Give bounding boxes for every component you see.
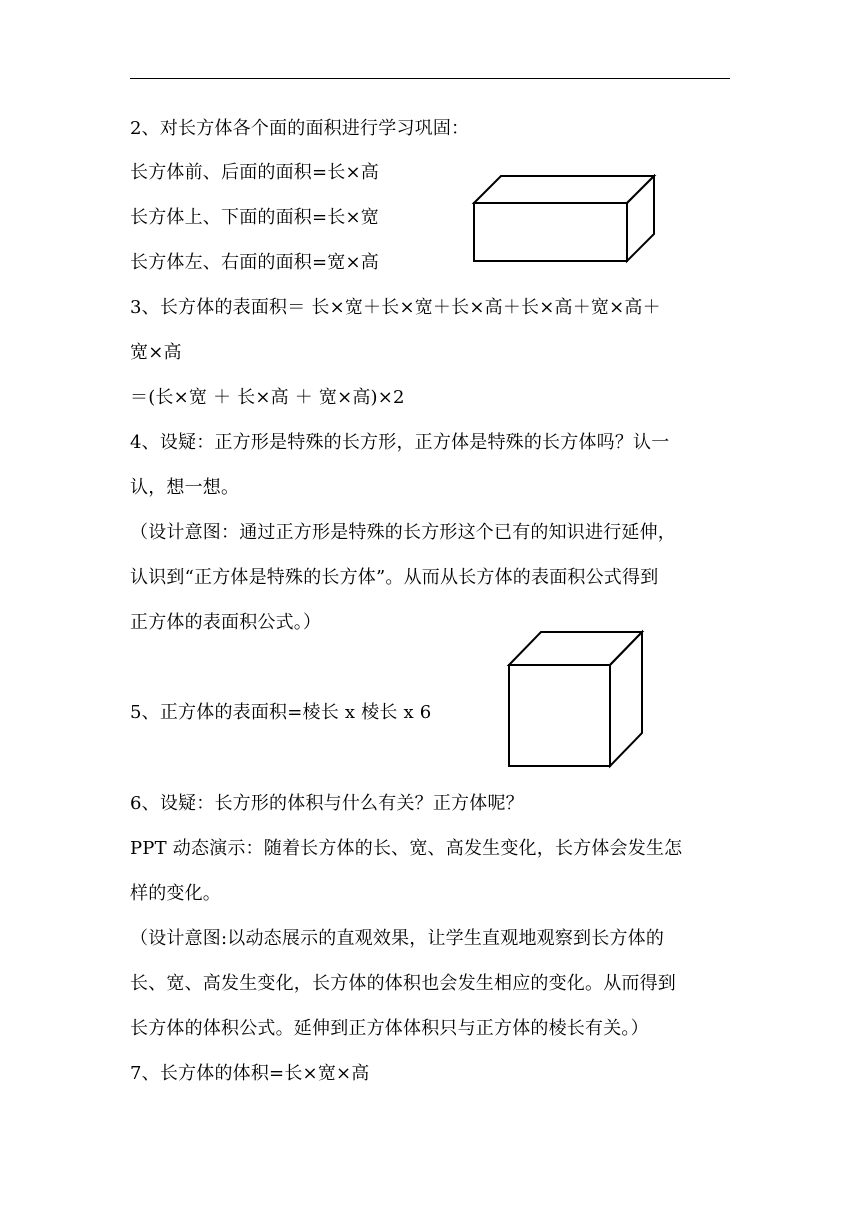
text-line: 长、宽、高发生变化，长方体的体积也会发生相应的变化。从而得到 bbox=[130, 973, 676, 994]
text-line: 长方体前、后面的面积=长×高 bbox=[130, 162, 379, 183]
text-line: 正方体的表面积公式。） bbox=[130, 612, 322, 633]
text-line: 长方体的体积公式。延伸到正方体体积只与正方体的棱长有关。） bbox=[130, 1018, 649, 1039]
text-line: 6、设疑：长方形的体积与什么有关？正方体呢？ bbox=[130, 793, 524, 814]
text-line: ＝(长×宽 ＋ 长×高 ＋ 宽×高)×2 bbox=[130, 387, 405, 408]
text-line: 样的变化。 bbox=[130, 883, 221, 904]
header-rule bbox=[130, 78, 730, 79]
cube-front-face bbox=[509, 665, 610, 766]
text-line: （设计意图:以动态展示的直观效果，让学生直观地观察到长方体的 bbox=[130, 928, 665, 949]
cuboid-drawing bbox=[470, 172, 660, 266]
text-line: 4、设疑：正方形是特殊的长方形，正方体是特殊的长方体吗？认一 bbox=[130, 432, 670, 453]
text-line: 宽×高 bbox=[130, 342, 182, 363]
cuboid-figure bbox=[470, 172, 660, 271]
cuboid-front-face bbox=[474, 203, 627, 261]
text-line: 5、正方体的表面积=棱长 x 棱长 x 6 bbox=[130, 702, 432, 723]
text-line: 长方体左、右面的面积=宽×高 bbox=[130, 252, 379, 273]
text-line: 3、长方体的表面积＝ 长×宽＋长×宽＋长×高＋长×高＋宽×高＋ bbox=[130, 297, 661, 318]
text-line: 长方体上、下面的面积=长×宽 bbox=[130, 207, 379, 228]
text-line: 认，想一想。 bbox=[130, 477, 240, 498]
text-line: 认识到“正方体是特殊的长方体”。从而从长方体的表面积公式得到 bbox=[130, 567, 659, 588]
cube-top-face bbox=[509, 632, 642, 665]
text-line: 2、对长方体各个面的面积进行学习巩固： bbox=[130, 118, 470, 139]
cube-side-face bbox=[610, 632, 642, 766]
cube-figure bbox=[505, 628, 647, 775]
text-line: 7、长方体的体积=长×宽×高 bbox=[130, 1063, 370, 1084]
cuboid-side-face bbox=[627, 176, 654, 261]
cube-drawing bbox=[505, 628, 647, 770]
cuboid-top-face bbox=[474, 176, 654, 203]
text-line: PPT 动态演示：随着长方体的长、宽、高发生变化，长方体会发生怎 bbox=[130, 838, 683, 859]
text-line: （设计意图：通过正方形是特殊的长方形这个已有的知识进行延伸， bbox=[130, 522, 676, 543]
